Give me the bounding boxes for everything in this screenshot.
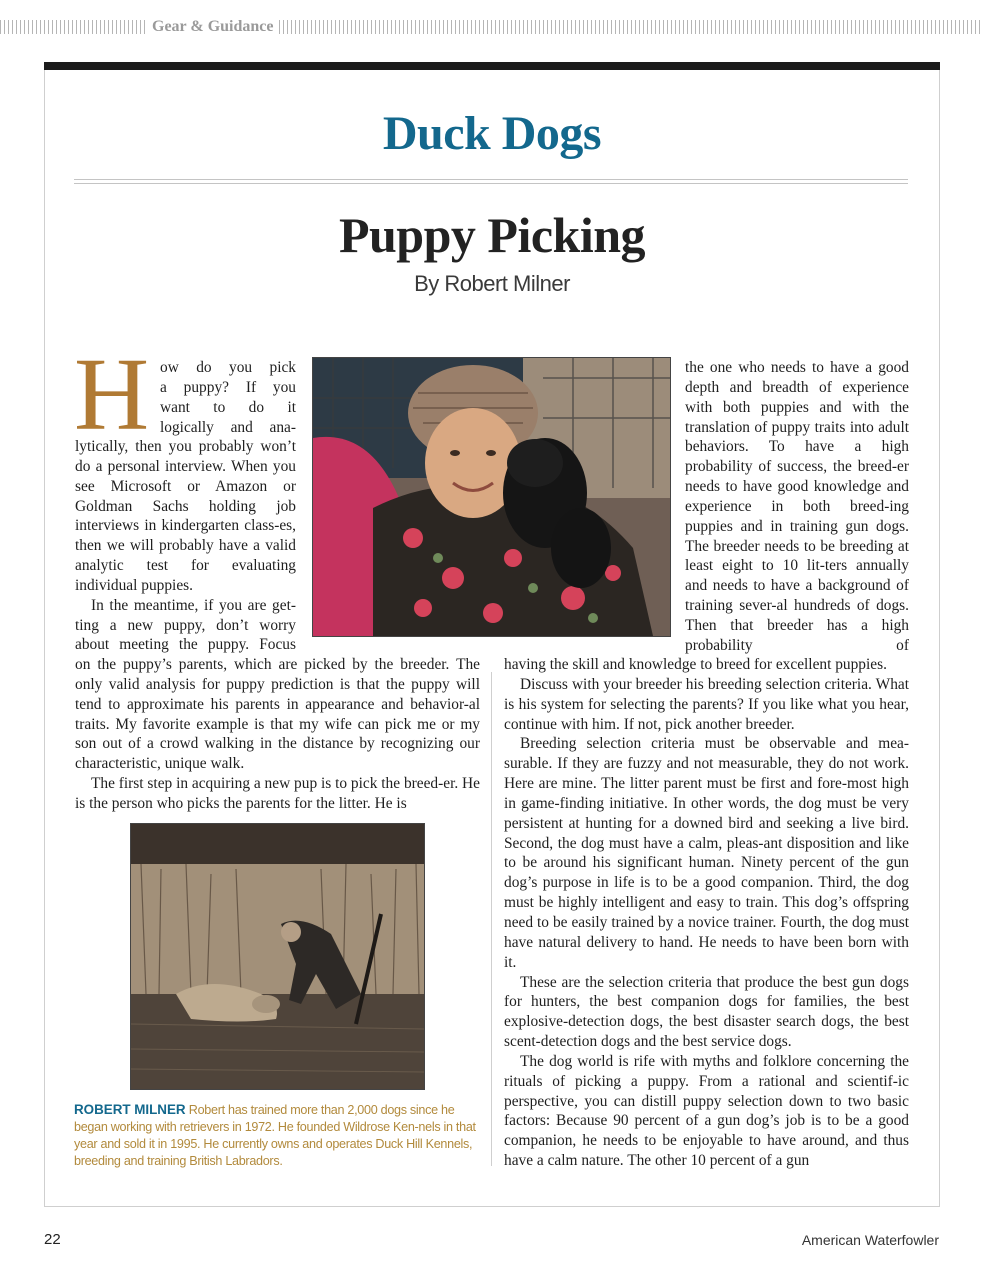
article-byline: By Robert Milner [414, 271, 570, 296]
article-text-dropcap-lines [160, 358, 296, 437]
author-bio-text: Robert has trained more than 2,000 dogs since he began working with retrievers in 1972. He founded Wildrose Ken-nels in that year and sold it in 1995. He currently owns and operates Duck Hill Kennels, breeding and training British Labradors. [74, 1103, 476, 1168]
photo-girl-with-black-lab-puppy-icon [313, 358, 670, 636]
article-headline: Puppy Picking [338, 207, 646, 263]
author-bio-name: ROBERT MILNER [74, 1102, 186, 1117]
paragraph: lytically, then you probably won’t do a personal interview. When you see Microsoft or Amazon or Goldman Sachs holding job interviews in kindergarten class-es, then we will probably have a valid analytic test for evaluating individual puppies. [75, 438, 296, 594]
paragraph: having the skill and knowledge to breed for excellent puppies. [504, 656, 887, 673]
paragraph: In the meantime, if you are get-ting a new puppy, don’t worry about meeting the puppy. Focus [75, 596, 296, 654]
frame-top-rule [44, 62, 940, 70]
column-title: Duck Dogs [382, 107, 602, 160]
paragraph: Discuss with your breeder his breeding selection criteria. What is his system for selecting the parents? If you like what you hear, continue with him. If not, pick another breeder. [504, 675, 909, 733]
photo-hunter-with-retriever-in-marsh-icon [131, 824, 424, 1089]
photo-hunter-with-retriever [130, 823, 425, 1090]
text-line: logically and ana- [160, 418, 296, 436]
page-number: 22 [44, 1231, 61, 1248]
decorative-tick-rule-right [279, 20, 983, 34]
section-label: Gear & Guidance [152, 18, 274, 35]
title-divider [74, 179, 908, 184]
paragraph: the one who needs to have a good depth and breadth of experience with both puppies and with the translation of puppy traits into adult behaviors. To have a high probability of success, the breed-er needs to have good knowledge and experience in both breed-ing puppies and in training gun dogs. The breeder needs to be breeding at least eight to 10 lit-ters annually and needs to have a background of training sever-al hundreds of dogs. Then that breeder has a high probability of [685, 359, 909, 654]
article-text-left-narrow [75, 437, 296, 655]
paragraph: The dog world is rife with myths and folklore concerning the rituals of picking a puppy. From a rational and scientif-ic perspective, you can distill puppy selection down to two basic factors: Because 90 percent of a gun dog’s job is to be a good companion, he needs to be enjoyable to have around, and thus have a calm nature. The other 10 percent of a gun [504, 1052, 909, 1170]
article-text-right-wide [504, 655, 909, 1171]
article-text-right-narrow [685, 358, 909, 656]
text-line: ow do you pick [160, 359, 296, 376]
photo-girl-with-puppy [312, 357, 671, 637]
text-line: want to do it [160, 398, 296, 416]
paragraph: on the puppy’s parents, which are picked by the breeder. The only valid analysis for puppy prediction is that the puppy will tend to approximate his parents in appearance and behavior-al traits. My favorite example is that my wife can pick me or my son out of a crowd walking in the distance by recognizing our characteristic, unique walk. [75, 656, 480, 773]
publication-name: American Waterfowler [801, 1232, 939, 1248]
drop-cap: H [74, 337, 150, 452]
paragraph: The first step in acquiring a new pup is to pick the breed-er. He is the person who picks the parents for the litter. He is [75, 775, 480, 812]
author-bio [74, 1101, 480, 1170]
paragraph: These are the selection criteria that produce the best gun dogs for hunters, the best companion dogs for families, the best explosive-detection dogs, the best disaster search dogs, the best scent-detection dogs and the best service dogs. [504, 973, 909, 1051]
column-divider [491, 672, 492, 1166]
section-header-bar [0, 16, 983, 38]
text-line: a puppy? If you [160, 378, 296, 396]
paragraph: Breeding selection criteria must be observable and mea-surable. If they are fuzzy and not measurable, they do not work. Here are mine. The litter parent must be first and fore-most high in game-finding initiative. In other words, the dog must be very persistent at hunting for a downed bird and seeking a live bird. Second, the dog must have a calm, pleas-ant disposition and like to be around his significant human. Ninety percent of the gun dog’s purpose in life is to be a good companion. Third, the dog must be highly intelligent and easy to train. This dog’s offspring need to be easily trained by a novice trainer. Fourth, the dog must have natural delivery to hand. He needs to have been born with it. [504, 735, 909, 971]
article-text-left-wide [75, 655, 480, 814]
decorative-tick-rule-left [0, 20, 146, 34]
